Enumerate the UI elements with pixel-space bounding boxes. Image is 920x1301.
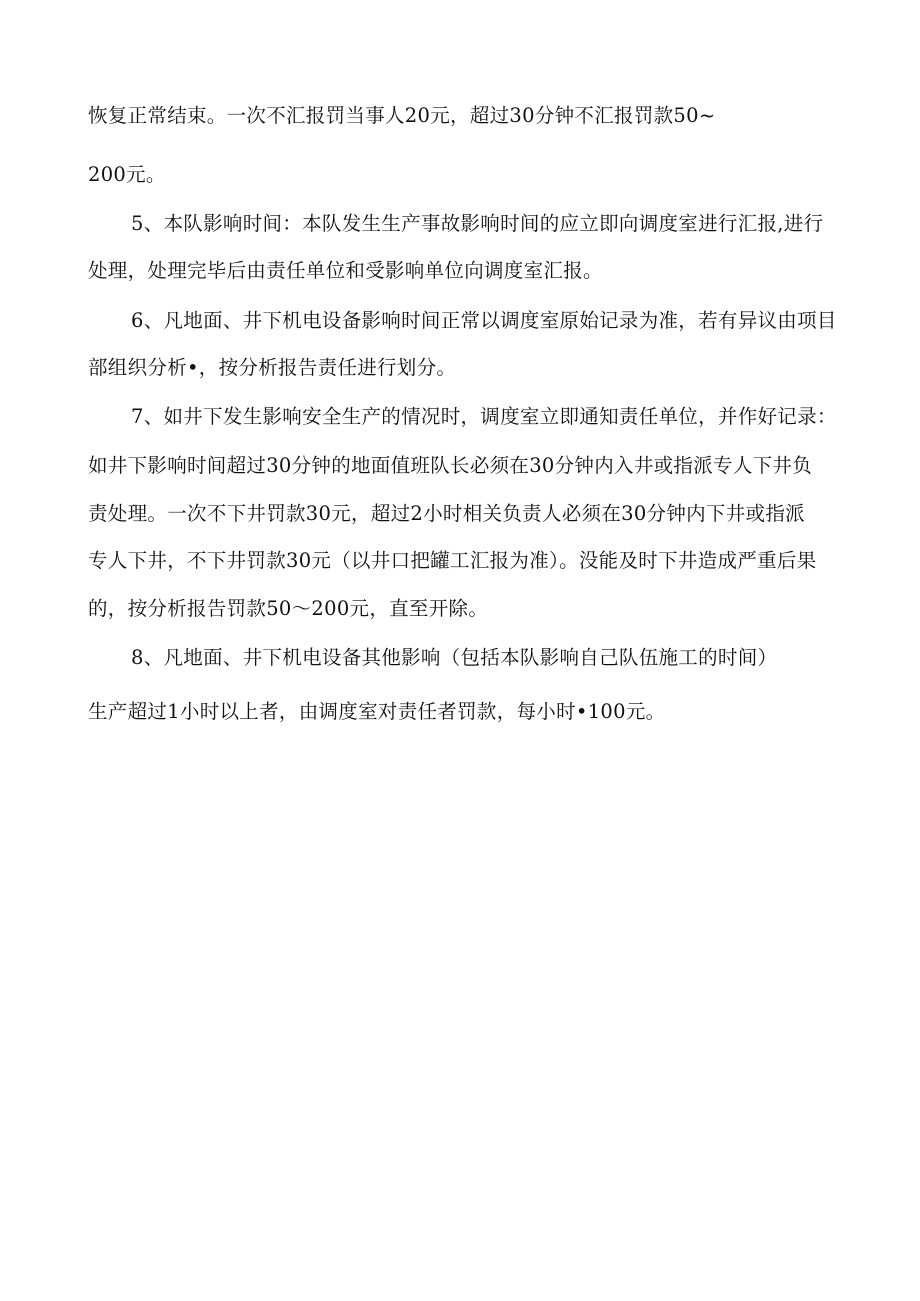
paragraph-7-line-5: 的，按分析报告罚款50～200元，直至开除。 <box>88 597 489 620</box>
paragraph-6-line-1: 6、凡地面、井下机电设备影响时间正常以调度室原始记录为准，若有异议由项目 <box>131 309 837 332</box>
text-line-2: 200元。 <box>88 163 166 186</box>
paragraph-5-line-1: 5、本队影响时间：本队发生生产事故影响时间的应立即向调度室进行汇报,进行 <box>131 212 824 235</box>
paragraph-7-line-1: 7、如井下发生影响安全生产的情况时，调度室立即通知责任单位，并作好记录： <box>131 405 837 428</box>
paragraph-8-line-2: 生产超过1小时以上者，由调度室对责任者罚款，每小时•100元。 <box>88 700 666 723</box>
paragraph-7-line-2: 如井下影响时间超过30分钟的地面值班队长必须在30分钟内入井或指派专人下井负 <box>88 454 813 477</box>
paragraph-8-line-1: 8、凡地面、井下机电设备其他影响（包括本队影响自己队伍施工的时间） <box>131 646 778 669</box>
paragraph-5-line-2: 处理，处理完毕后由责任单位和受影响单位向调度室汇报。 <box>88 259 603 282</box>
text-line-1: 恢复正常结束。一次不汇报罚当事人20元，超过30分钟不汇报罚款50~ <box>88 104 716 127</box>
paragraph-6-line-2: 部组织分析•，按分析报告责任进行划分。 <box>88 356 457 379</box>
paragraph-7-line-3: 责处理。一次不下井罚款30元，超过2小时相关负责人必须在30分钟内下井或指派 <box>88 502 805 525</box>
paragraph-7-line-4: 专人下井，不下井罚款30元（以井口把罐工汇报为准）。没能及时下井造成严重后果 <box>88 549 817 572</box>
